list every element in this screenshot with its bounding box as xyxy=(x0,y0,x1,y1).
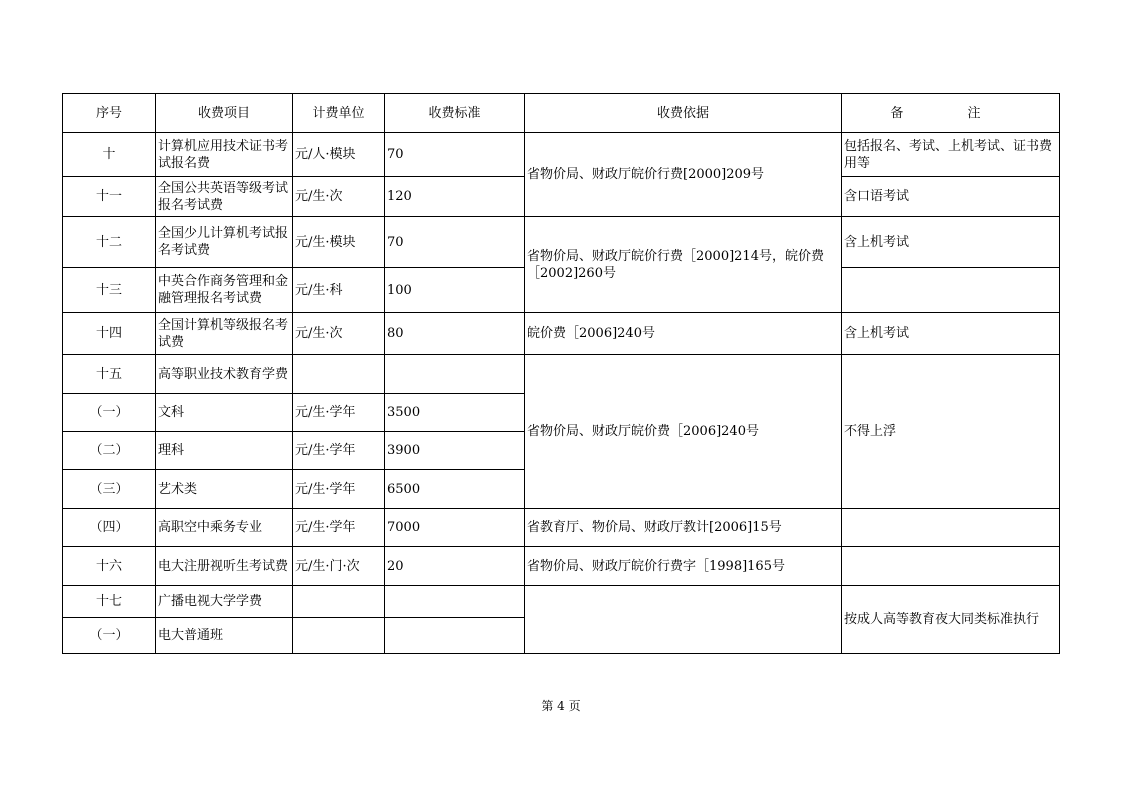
row-item xyxy=(156,268,293,313)
row-standard xyxy=(385,355,525,394)
row-standard: 70 xyxy=(385,217,525,268)
row-item-text: 计算机应用技术证书考试报名费 xyxy=(158,138,289,171)
row-item: 电大普通班 xyxy=(156,618,293,654)
row-standard: 80 xyxy=(385,313,525,355)
header-remark: 备 注 xyxy=(842,94,1060,133)
row-standard: 100 xyxy=(385,268,525,313)
header-standard: 收费标准 xyxy=(385,94,525,133)
row-standard: 20 xyxy=(385,547,525,586)
row-unit: 元/生·学年 xyxy=(293,432,385,470)
row-standard: 7000 xyxy=(385,509,525,547)
row-item xyxy=(156,313,293,355)
row-seq: （三） xyxy=(63,470,156,509)
row-seq: （一） xyxy=(63,394,156,432)
row-item: 广播电视大学学费 xyxy=(156,586,293,618)
row-item xyxy=(156,177,293,217)
row-item: 高职空中乘务专业 xyxy=(156,509,293,547)
table-row xyxy=(63,355,1060,394)
header-basis: 收费依据 xyxy=(525,94,842,133)
table-row xyxy=(63,509,1060,547)
row-remark: 含口语考试 xyxy=(842,177,1060,217)
row-basis xyxy=(525,586,842,654)
row-seq: （四） xyxy=(63,509,156,547)
header-unit: 计费单位 xyxy=(293,94,385,133)
row-standard: 70 xyxy=(385,133,525,177)
row-basis: 省物价局、财政厅皖价行费[2000]209号 xyxy=(525,133,842,217)
row-unit: 元/生·模块 xyxy=(293,217,385,268)
row-standard xyxy=(385,618,525,654)
row-item-text: 全国公共英语等级考试报名考试费 xyxy=(158,180,289,213)
row-unit: 元/人·模块 xyxy=(293,133,385,177)
row-item xyxy=(156,217,293,268)
row-basis: 皖价费［2006]240号 xyxy=(525,313,842,355)
row-seq: 十七 xyxy=(63,586,156,618)
row-remark: 按成人高等教育夜大同类标准执行 xyxy=(842,586,1060,654)
row-seq: 十六 xyxy=(63,547,156,586)
row-basis: 省物价局、财政厅皖价行费字［1998]165号 xyxy=(525,547,842,586)
row-unit: 元/生·学年 xyxy=(293,470,385,509)
row-item xyxy=(156,355,293,394)
row-unit: 元/生·次 xyxy=(293,177,385,217)
row-unit xyxy=(293,618,385,654)
row-standard: 3900 xyxy=(385,432,525,470)
row-remark xyxy=(842,509,1060,547)
row-unit: 元/生·次 xyxy=(293,313,385,355)
row-item: 艺术类 xyxy=(156,470,293,509)
row-standard: 120 xyxy=(385,177,525,217)
row-seq: 十四 xyxy=(63,313,156,355)
header-seq: 序号 xyxy=(63,94,156,133)
table-row xyxy=(63,133,1060,177)
row-unit xyxy=(293,355,385,394)
header-row xyxy=(63,94,1060,133)
table-row xyxy=(63,586,1060,618)
row-seq: （一） xyxy=(63,618,156,654)
row-item xyxy=(156,133,293,177)
row-remark: 含上机考试 xyxy=(842,217,1060,268)
fee-table xyxy=(62,93,1060,654)
table-row xyxy=(63,313,1060,355)
row-seq: 十二 xyxy=(63,217,156,268)
row-unit: 元/生·学年 xyxy=(293,394,385,432)
row-remark: 不得上浮 xyxy=(842,355,1060,509)
table-row xyxy=(63,217,1060,268)
row-seq: （二） xyxy=(63,432,156,470)
row-item: 理科 xyxy=(156,432,293,470)
row-item-text: 电大注册视听生考试费 xyxy=(158,558,289,574)
row-unit xyxy=(293,547,385,586)
row-unit-text: 元/生·门·次 xyxy=(295,558,360,574)
row-standard xyxy=(385,586,525,618)
row-seq: 十 xyxy=(63,133,156,177)
row-item-text: 全国少儿计算机考试报名考试费 xyxy=(158,226,289,258)
row-unit xyxy=(293,586,385,618)
row-standard: 6500 xyxy=(385,470,525,509)
row-item-text: 高等职业技术教育学费 xyxy=(158,366,289,382)
row-remark xyxy=(842,547,1060,586)
row-remark xyxy=(842,268,1060,313)
row-basis: 省物价局、财政厅皖价费［2006]240号 xyxy=(525,355,842,509)
row-item xyxy=(156,547,293,586)
row-item-text: 全国计算机等级报名考试费 xyxy=(158,317,289,350)
row-unit: 元/生·学年 xyxy=(293,509,385,547)
table-row xyxy=(63,547,1060,586)
header-item: 收费项目 xyxy=(156,94,293,133)
row-seq: 十三 xyxy=(63,268,156,313)
row-basis: 省教育厅、物价局、财政厅教计[2006]15号 xyxy=(525,509,842,547)
row-standard: 3500 xyxy=(385,394,525,432)
page-number: 第 4 页 xyxy=(541,699,581,713)
row-unit: 元/生·科 xyxy=(293,268,385,313)
row-seq: 十五 xyxy=(63,355,156,394)
row-remark: 含上机考试 xyxy=(842,313,1060,355)
row-remark: 包括报名、考试、上机考试、证书费用等 xyxy=(842,133,1060,177)
row-item-text: 中英合作商务管理和金融管理报名考试费 xyxy=(158,274,289,306)
row-basis: 省物价局、财政厅皖价行费［2000]214号，皖价费［2002]260号 xyxy=(525,217,842,313)
row-item: 文科 xyxy=(156,394,293,432)
row-seq: 十一 xyxy=(63,177,156,217)
